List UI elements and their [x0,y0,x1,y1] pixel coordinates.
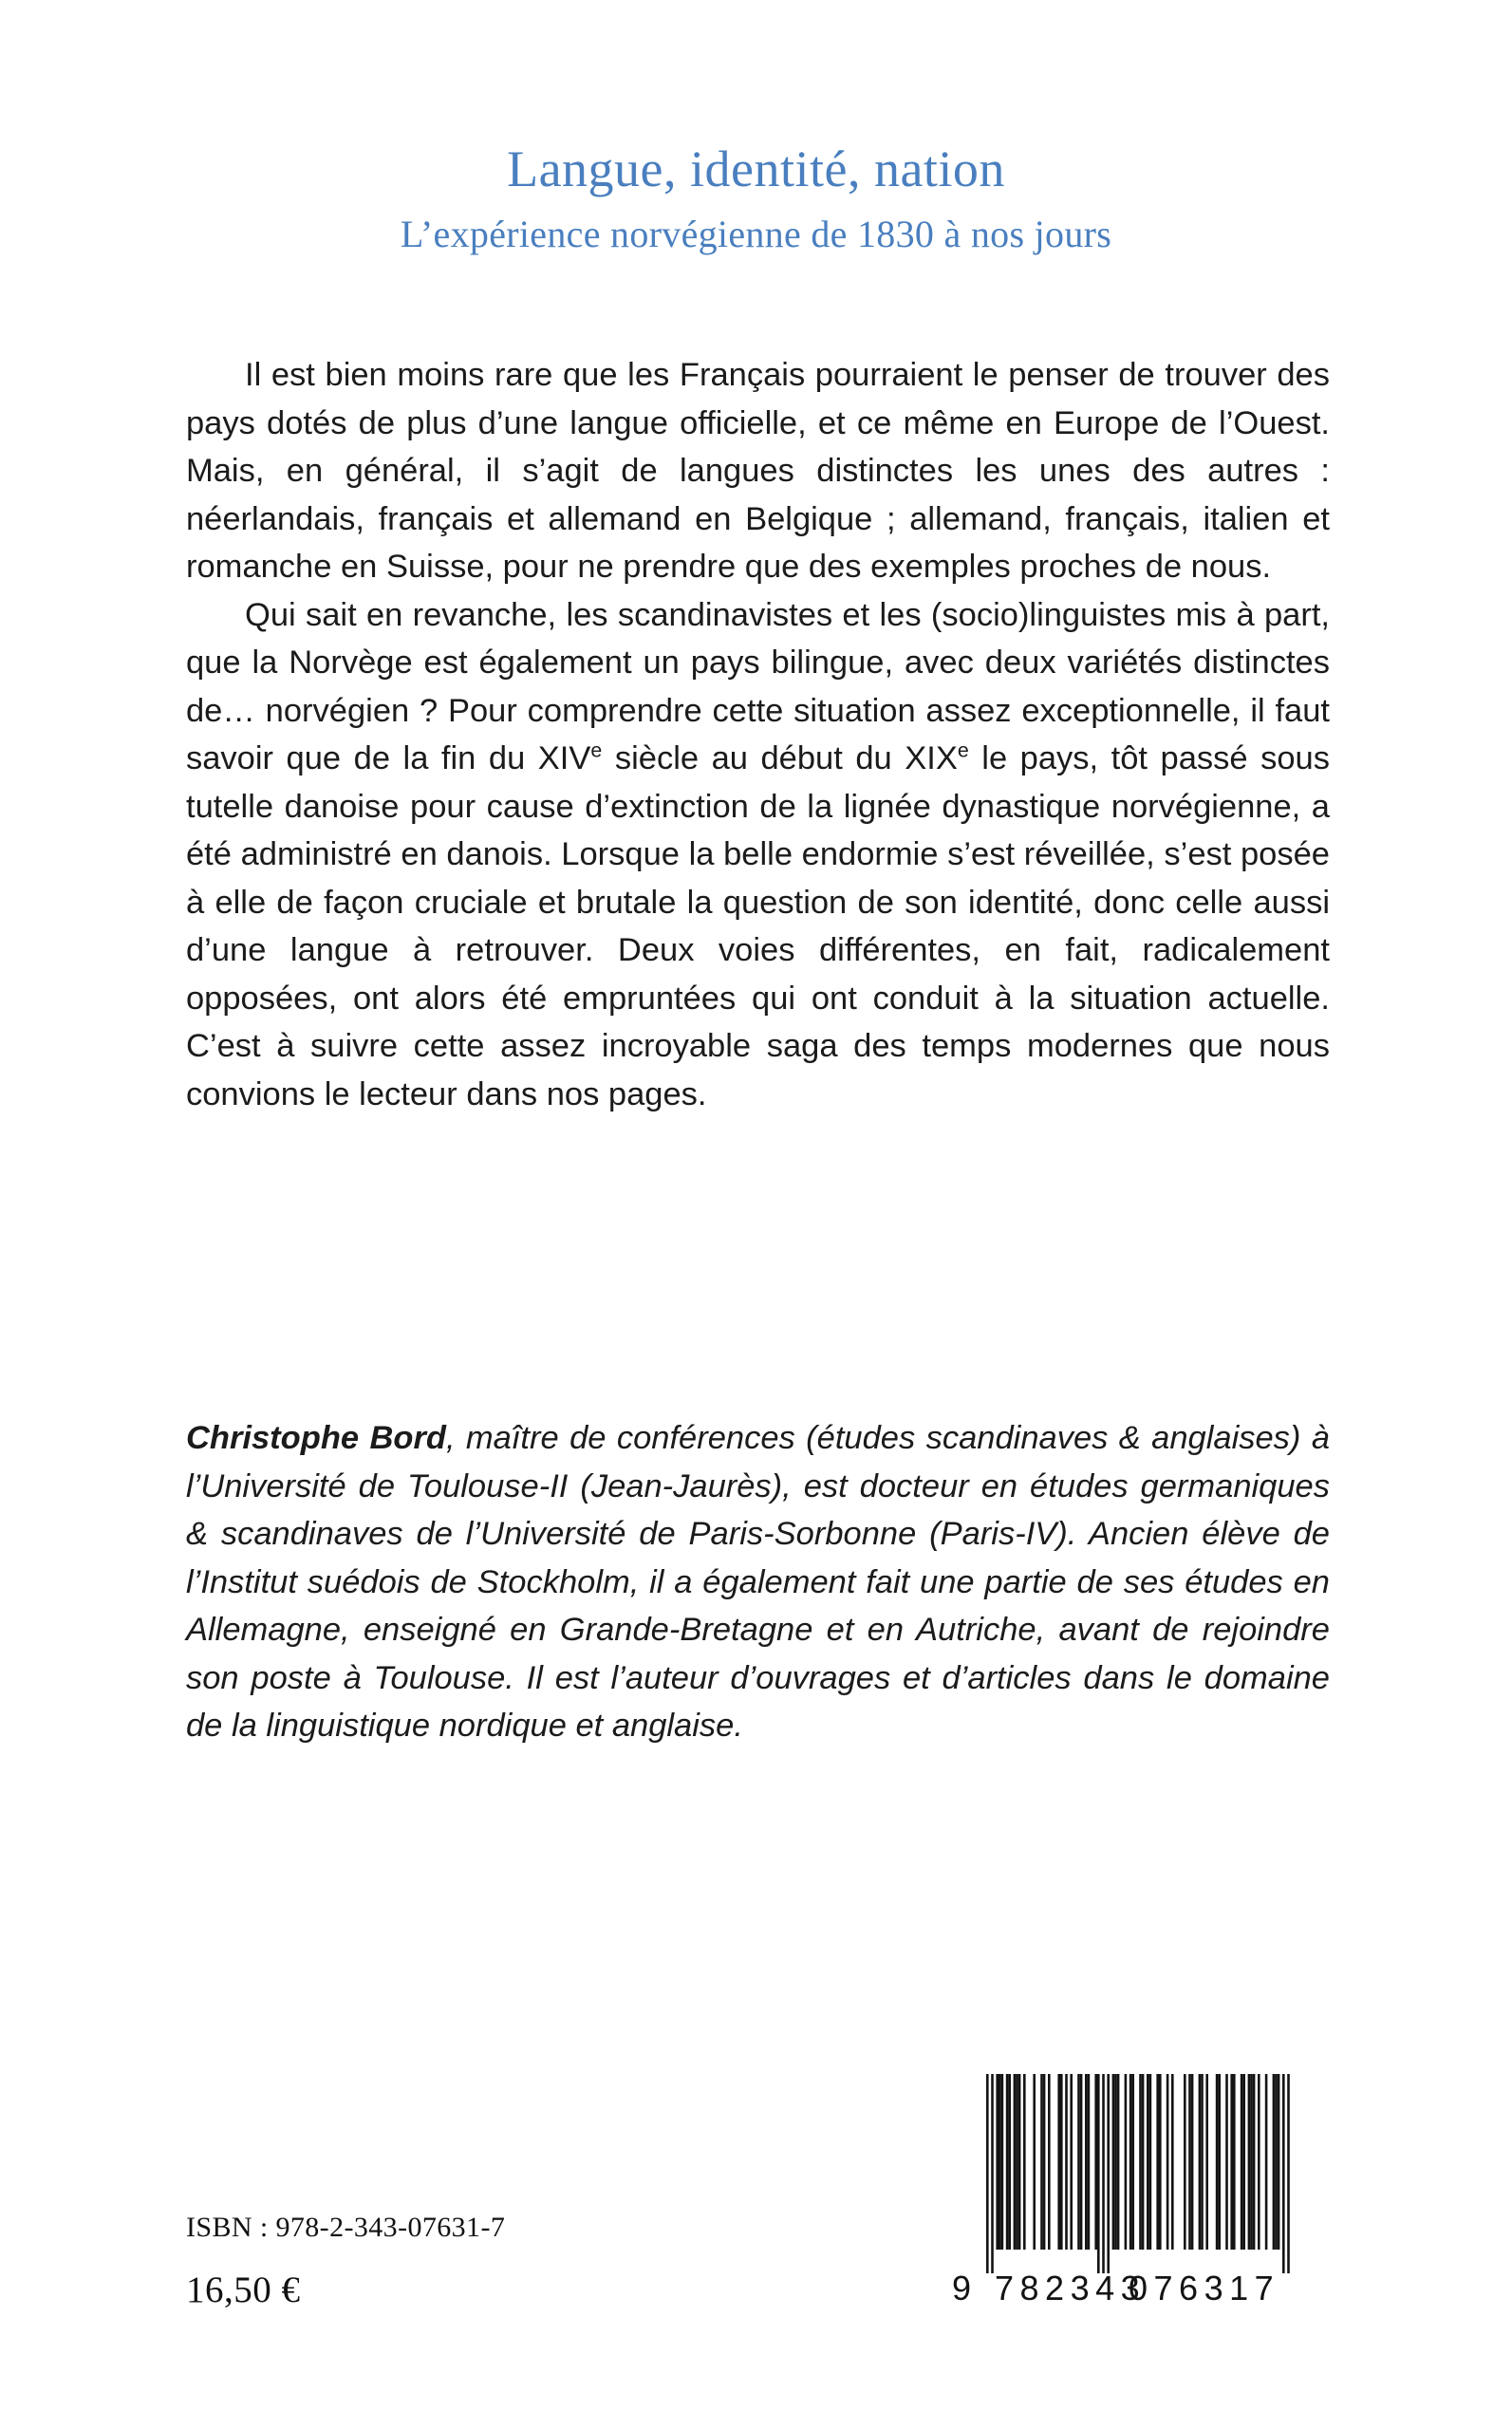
author-bio [186,1414,1330,1750]
price-text: 16,50 € [186,2270,301,2310]
ordinal-suffix-xive: e [590,738,603,762]
barcode-digits-left: 782343 [995,2269,1147,2307]
barcode-digit-guard: 9 [952,2269,972,2307]
author-bio-body: , maître de conférences (études scandinaves & anglaises) à l’Université de Toulouse-II (Jean-Jaurès), est docteur en études germaniques & scandinaves de l’Université de Paris-Sorbonne (Paris-IV). Ancien élève de l’Institut suédois de Stockholm, il a également fait une partie de ses études en Allemagne, enseigné en Grande-Bretagne et en Autriche, avant de rejoindre son poste à Toulouse. Il est l’auteur d’ouvrages et d’articles dans le domaine de la linguistique nordique et anglaise. [186,1420,1330,1744]
barcode-icon [943,2069,1296,2307]
page-title: Langue, identité, nation [507,140,1005,197]
blurb-paragraph-2-part-1: Qui sait en revanche, les scandinavistes et les (socio)linguistes mis à part, que la Norvège est également un pays bilingue, avec deux variétés distinctes de… norvégien ? Pour comprendre cette situation assez exceptionnelle, il faut savoir que de la fin du XIV [186,596,1330,776]
isbn-text: ISBN : 978-2-343-07631-7 [186,2212,506,2243]
author-bio-paragraph [186,1414,1330,1750]
title-block [0,142,1512,255]
author-name: Christophe Bord [186,1420,446,1456]
blurb-paragraph-1: Il est bien moins rare que les Français pourraient le penser de trouver des pays dotés de plus d’une langue officielle, et ce même en Europe de l’Ouest. Mais, en général, il s’agit de langues distinctes les unes des autres : néerlandais, français et allemand en Belgique ; allemand, français, italien et romanche en Suisse, pour ne prendre que des exemples proches de nous. [186,357,1330,585]
isbn-barcode [943,2069,1296,2307]
blurb-paragraph-2 [186,591,1330,1119]
barcode-digits-right: 076317 [1129,2269,1280,2307]
ordinal-suffix-xixe: e [957,738,969,762]
blurb-paragraph-2-part-2: siècle au début du XIX [602,740,958,776]
blurb-text [186,351,1330,1118]
page-subtitle: L’expérience norvégienne de 1830 à nos jours [400,212,1112,255]
blurb-paragraph-2-part-3: le pays, tôt passé sous tutelle danoise pour cause d’extinction de la lignée dynastique norvégienne, a été administré en danois. Lorsque la belle endormie s’est réveillée, s’est posée à elle de façon cruciale et brutale la question de son identité, donc celle aussi d’une langue à retrouver. Deux voies différentes, en fait, radicalement opposées, ont alors été empruntées qui ont conduit à la situation actuelle. C’est à suivre cette assez incroyable saga des temps modernes que nous convions le lecteur dans nos pages. [186,740,1330,1112]
